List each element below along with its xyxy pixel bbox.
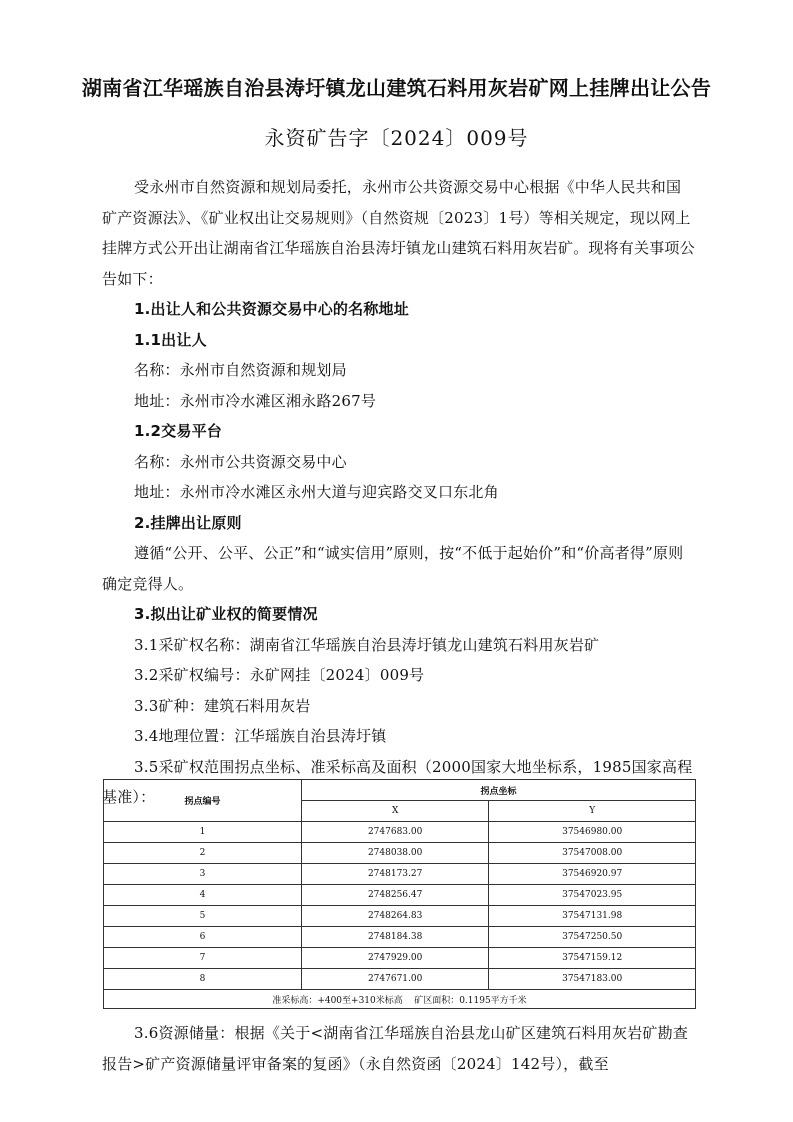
y-value: 37547183.00 — [489, 969, 696, 990]
section-3-2: 3.2采矿权编号：永矿网挂〔2024〕009号 — [134, 666, 425, 684]
table-row — [104, 927, 696, 948]
platform-name: 名称：永州市公共资源交易中心 — [134, 452, 347, 471]
coordinates-table — [103, 779, 696, 1009]
x-value: 2748038.00 — [302, 843, 489, 864]
x-value: 2748173.27 — [302, 864, 489, 885]
table-row — [104, 969, 696, 990]
section-2-text: 遵循“公开、公平、公正”和“诚实信用”原则，按“不低于起始价”和“价高者得”原则确定竞得人。 — [102, 544, 684, 593]
table-row — [104, 906, 696, 927]
table-row — [104, 885, 696, 906]
document-number: 永资矿告字〔2024〕009号 — [264, 126, 529, 150]
document-title: 湖南省江华瑶族自治县涛圩镇龙山建筑石料用灰岩矿网上挂牌出让公告 — [81, 76, 712, 100]
intro-paragraph: 受永州市自然资源和规划局委托，永州市公共资源交易中心根据《中华人民共和国矿产资源法》、《矿业权出让交易规则》（自然资规〔2023〕1号）等相关规定，现以网上挂牌方式公开出让湖南省江华瑶族自治县涛圩镇龙山建筑石料用灰岩矿。现将有关事项公告如下： — [102, 178, 695, 288]
section-3-6: 3.6资源储量：根据《关于<湖南省江华瑶族自治县龙山矿区建筑石料用灰岩矿勘查报告>矿产资源储量评审备案的复函》（永自然资函〔2024〕142号），截至 — [102, 1024, 689, 1073]
section-1-1-heading: 1.1出让人 — [134, 330, 207, 349]
table-footer-row — [104, 990, 696, 1009]
point-number: 5 — [104, 906, 302, 927]
section-3-5: 3.5采矿权范围拐点坐标、准采标高及面积（2000国家大地坐标系，1985国家高程基准）： — [102, 757, 693, 806]
document-body — [102, 172, 696, 813]
section-3-1: 3.1采矿权名称：湖南省江华瑶族自治县涛圩镇龙山建筑石料用灰岩矿 — [134, 635, 600, 654]
section-3-4: 3.4地理位置：江华瑶族自治县涛圩镇 — [134, 727, 387, 745]
point-number-header: 拐点编号 — [104, 780, 302, 822]
section-1-heading: 1.出让人和公共资源交易中心的名称地址 — [134, 300, 409, 318]
x-value: 2748256.47 — [302, 885, 489, 906]
x-header: X — [302, 801, 489, 822]
section-3-heading: 3.拟出让矿业权的简要情况 — [134, 605, 318, 623]
point-number: 1 — [104, 822, 302, 843]
point-number: 7 — [104, 948, 302, 969]
point-number: 4 — [104, 885, 302, 906]
section-2-heading: 2.挂牌出让原则 — [134, 513, 242, 532]
table-row — [104, 948, 696, 969]
table-row — [104, 822, 696, 843]
transferor-name: 名称：永州市自然资源和规划局 — [134, 361, 347, 379]
y-header: Y — [489, 801, 696, 822]
x-value: 2747683.00 — [302, 822, 489, 843]
table-row — [104, 864, 696, 885]
y-value: 37546920.97 — [489, 864, 696, 885]
x-value: 2747671.00 — [302, 969, 489, 990]
table-row — [104, 843, 696, 864]
document-body-continued — [102, 1018, 696, 1079]
point-number: 8 — [104, 969, 302, 990]
table-header-row — [104, 780, 696, 801]
platform-address: 地址：永州市冷水滩区永州大道与迎宾路交叉口东北角 — [134, 483, 499, 501]
y-value: 37547008.00 — [489, 843, 696, 864]
table-footer-note: 准采标高：+400至+310米标高 矿区面积：0.1195平方千米 — [104, 990, 696, 1009]
y-value: 37547159.12 — [489, 948, 696, 969]
coordinates-header: 拐点坐标 — [302, 780, 696, 801]
section-3-3: 3.3矿种：建筑石料用灰岩 — [134, 696, 311, 715]
x-value: 2747929.00 — [302, 948, 489, 969]
point-number: 3 — [104, 864, 302, 885]
y-value: 37547023.95 — [489, 885, 696, 906]
x-value: 2748264.83 — [302, 906, 489, 927]
x-value: 2748184.38 — [302, 927, 489, 948]
y-value: 37546980.00 — [489, 822, 696, 843]
point-number: 6 — [104, 927, 302, 948]
y-value: 37547250.50 — [489, 927, 696, 948]
y-value: 37547131.98 — [489, 906, 696, 927]
point-number: 2 — [104, 843, 302, 864]
transferor-address: 地址：永州市冷水滩区湘永路267号 — [134, 391, 377, 410]
section-1-2-heading: 1.2交易平台 — [134, 422, 222, 440]
